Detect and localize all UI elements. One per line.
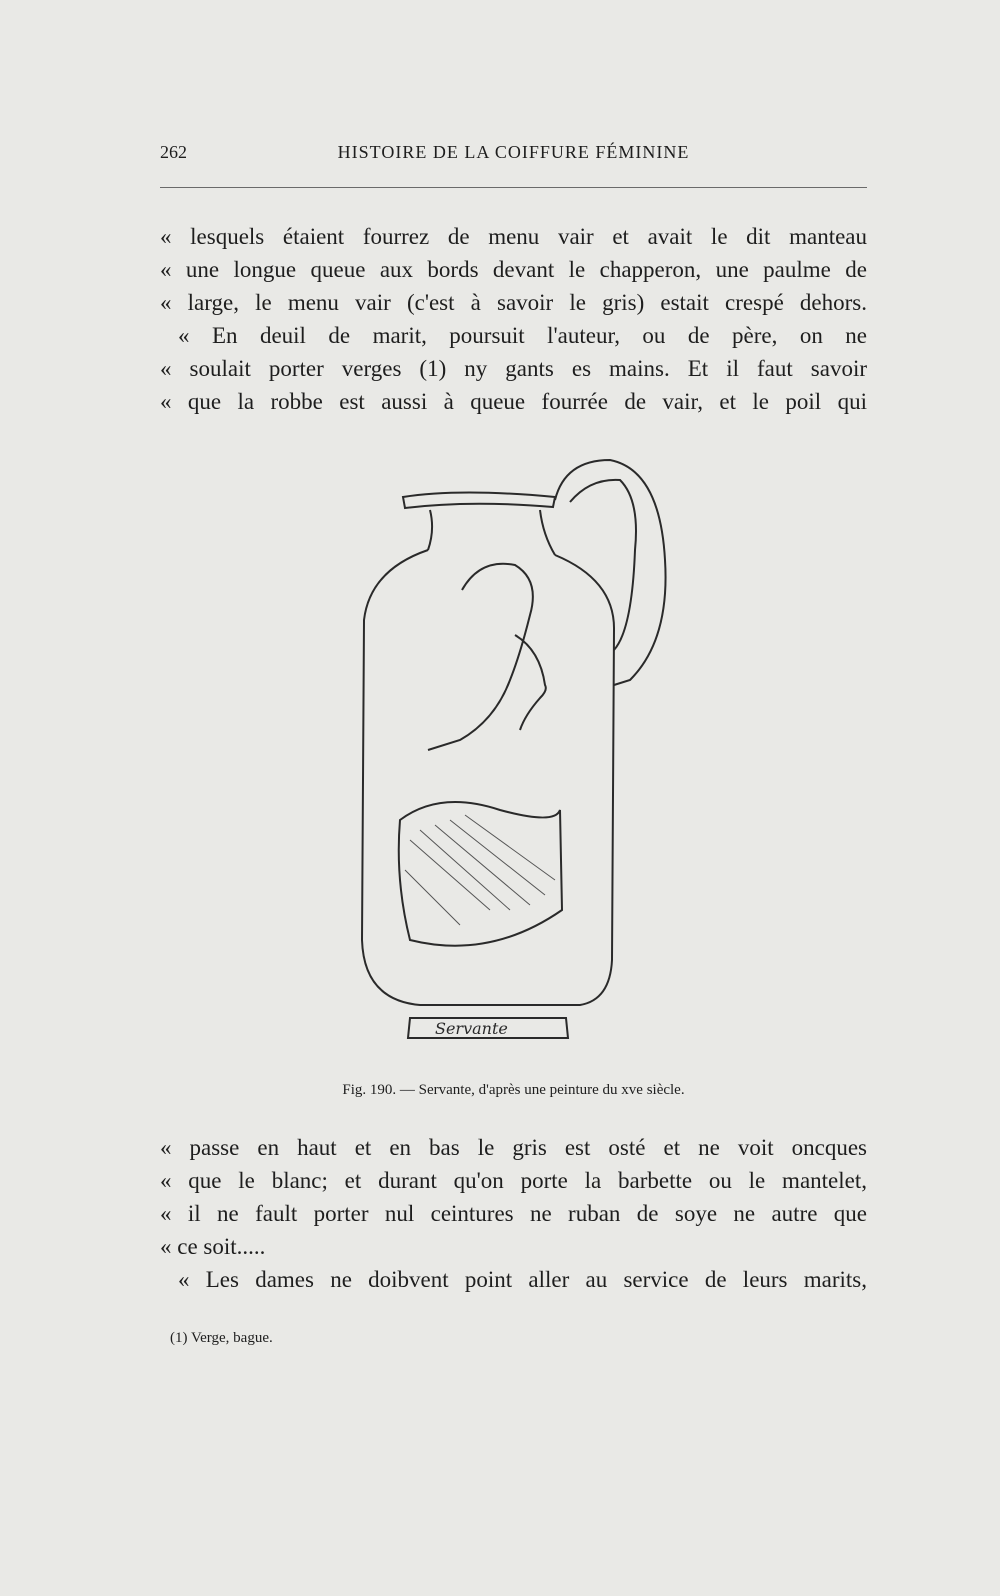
- text-line: « une longue queue aux bords devant le chapperon, une paulme de: [160, 257, 867, 282]
- body-text-bottom: [160, 1131, 867, 1296]
- page-header: [160, 142, 867, 172]
- text-line: « Les dames ne doibvent point aller au service de leurs marits,: [178, 1267, 867, 1292]
- text-line: « ce soit.....: [160, 1234, 266, 1259]
- servante-jug-drawing: [340, 440, 700, 1070]
- running-title: HISTOIRE DE LA COIFFURE FÉMININE: [337, 142, 690, 162]
- header-rule: [160, 187, 867, 188]
- jug-illustration: [340, 440, 700, 1070]
- figure-caption: Fig. 190. — Servante, d'après une peinture du xve siècle.: [342, 1082, 685, 1098]
- text-line: « que la robbe est aussi à queue fourrée de vair, et le poil qui: [160, 389, 867, 414]
- page-number: 262: [160, 142, 187, 162]
- text-line: « En deuil de marit, poursuit l'auteur, ou de père, on ne: [178, 323, 867, 348]
- text-line: « passe en haut et en bas le gris est osté et ne voit oncques: [160, 1135, 867, 1160]
- text-line: « il ne fault porter nul ceintures ne ruban de soye ne autre que: [160, 1201, 867, 1226]
- text-line: « large, le menu vair (c'est à savoir le gris) estait crespé dehors.: [160, 290, 867, 315]
- text-line: « que le blanc; et durant qu'on porte la barbette ou le mantelet,: [160, 1168, 867, 1193]
- footnote: (1) Verge, bague.: [170, 1330, 273, 1346]
- text-line: « soulait porter verges (1) ny gants es mains. Et il faut savoir: [160, 356, 867, 381]
- jug-inscription: Servante: [435, 1019, 508, 1038]
- body-text-top: [160, 220, 867, 418]
- text-line: « lesquels étaient fourrez de menu vair et avait le dit manteau: [160, 224, 867, 249]
